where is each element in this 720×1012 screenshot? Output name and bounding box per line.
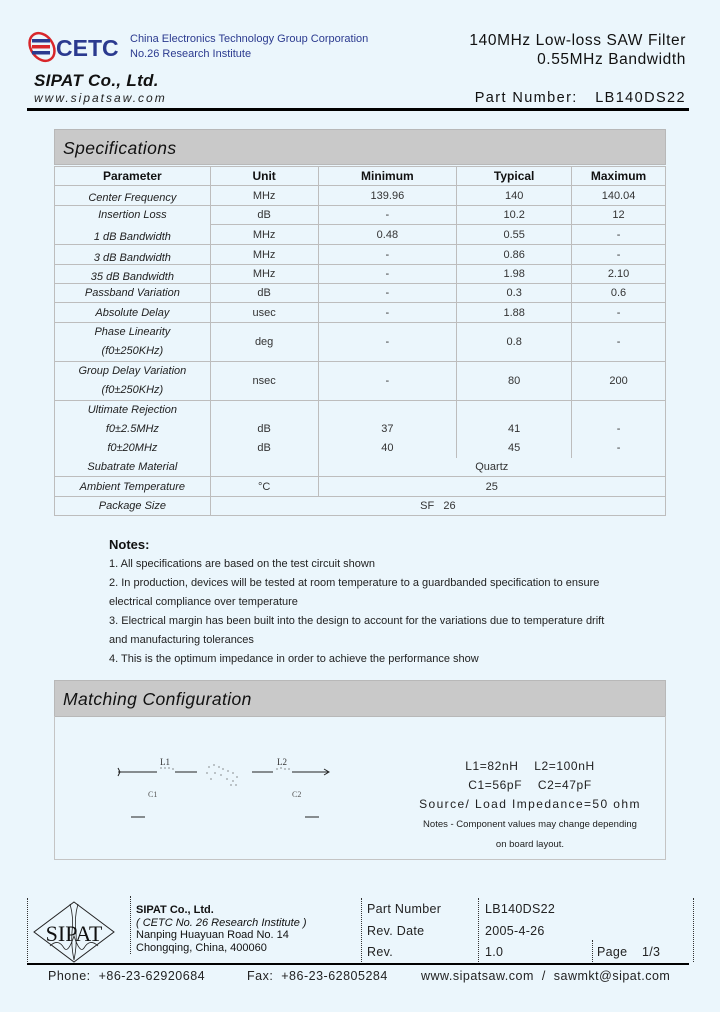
typ-cell: 0.86 — [457, 245, 572, 265]
typ-cell: 80 — [457, 362, 572, 401]
table-row — [55, 186, 666, 206]
max-cell: - — [572, 245, 666, 265]
min-cell: 37 — [318, 420, 457, 439]
min-cell: 40 — [318, 439, 457, 458]
typ-cell: 1.88 — [457, 303, 572, 323]
typ-cell: 45 — [457, 439, 572, 458]
param-cell — [55, 362, 211, 401]
param-sub-label: (f0±250KHz) — [101, 384, 164, 396]
footer-rev-date-value: 2005-4-26 — [485, 924, 545, 938]
unit-cell: dB — [210, 284, 318, 303]
min-cell: - — [318, 323, 457, 362]
param-cell: Ambient Temperature — [55, 477, 211, 497]
param-sub-label: (f0±250KHz) — [101, 345, 164, 357]
footer-address-2: Chongqing, China, 400060 — [136, 941, 267, 954]
col-header-minimum: Minimum — [318, 167, 457, 186]
col-header-parameter: Parameter — [55, 167, 211, 186]
note-line: 2. In production, devices will be tested at room temperature to a guardbanded specification to ensure — [109, 577, 600, 589]
header-divider — [27, 108, 689, 111]
param-cell: 3 dB Bandwidth — [55, 245, 211, 265]
param-cell: Ultimate Rejection — [55, 401, 211, 420]
component-note-line-2: on board layout. — [495, 839, 565, 850]
component-values — [400, 757, 660, 854]
footer-divider — [361, 898, 362, 962]
max-cell: - — [572, 420, 666, 439]
svg-text:CETC: CETC — [56, 35, 119, 61]
param-cell: f0±2.5MHz — [55, 420, 211, 439]
footer-rev-date-label: Rev. Date — [367, 924, 425, 938]
note-line: 3. Electrical margin has been built into the design to account for the variations due to temperature drift — [109, 615, 605, 627]
footer-part-number-value: LB140DS22 — [485, 902, 556, 916]
min-cell: - — [318, 362, 457, 401]
company-name: SIPAT Co., Ltd. — [34, 71, 159, 90]
typ-cell: 10.2 — [457, 206, 572, 225]
footer-company-info — [136, 904, 307, 954]
table-row — [55, 477, 666, 497]
capacitor-values: C1=56pF C2=47pF — [468, 778, 592, 792]
col-header-typical: Typical — [457, 167, 572, 186]
matching-circuit-diagram — [115, 755, 340, 830]
min-cell: 139.96 — [318, 186, 457, 206]
max-cell: 12 — [572, 206, 666, 225]
min-cell: - — [318, 284, 457, 303]
specifications-title: Specifications — [63, 138, 177, 158]
matching-title: Matching Configuration — [63, 689, 252, 709]
footer-page-label: Page — [597, 945, 628, 959]
svg-text:C1: C1 — [148, 790, 158, 799]
table-row — [55, 497, 666, 516]
svg-text:L2: L2 — [277, 757, 287, 767]
table-row — [55, 439, 666, 458]
svg-text:SIPAT: SIPAT — [45, 921, 103, 946]
sipat-emblem-icon — [30, 898, 118, 966]
document-title — [469, 31, 686, 69]
footer-divider — [27, 898, 28, 962]
unit-cell: MHz — [210, 225, 318, 245]
min-cell: - — [318, 265, 457, 284]
cetc-emblem-icon — [28, 30, 128, 64]
typ-cell: 41 — [457, 420, 572, 439]
org-line-1: China Electronics Technology Group Corporation — [130, 33, 369, 45]
unit-cell: dB — [210, 439, 318, 458]
note-line: and manufacturing tolerances — [109, 634, 254, 646]
table-row — [55, 265, 666, 284]
param-label: Group Delay Variation — [78, 365, 187, 377]
typ-cell: 0.55 — [457, 225, 572, 245]
table-row — [55, 420, 666, 439]
title-line-1: 140MHz Low-loss SAW Filter — [469, 32, 686, 49]
param-cell: 35 dB Bandwidth — [55, 265, 211, 284]
typ-cell: 140 — [457, 186, 572, 206]
table-row — [55, 225, 666, 245]
note-line: 4. This is the optimum impedance in order to achieve the performance show — [109, 653, 479, 665]
footer-rule — [27, 963, 689, 965]
footer-divider — [592, 940, 593, 962]
min-cell: - — [318, 245, 457, 265]
company-website[interactable]: www.sipatsaw.com — [34, 91, 167, 105]
impedance-value: Source/ Load Impedance=50 ohm — [419, 797, 641, 811]
col-header-unit: Unit — [210, 167, 318, 186]
footer-web-email[interactable]: www.sipatsaw.com / sawmkt@sipat.com — [421, 969, 671, 983]
org-name — [130, 32, 368, 62]
min-cell: 0.48 — [318, 225, 457, 245]
param-cell: Subatrate Material — [55, 458, 211, 477]
min-cell: - — [318, 303, 457, 323]
typ-cell: 1.98 — [457, 265, 572, 284]
table-row — [55, 458, 666, 477]
table-row — [55, 284, 666, 303]
footer-company-name: SIPAT Co., Ltd. — [136, 904, 214, 916]
max-cell: - — [572, 323, 666, 362]
title-line-2: 0.55MHz Bandwidth — [537, 51, 686, 68]
org-line-2: No.26 Research Institute — [130, 48, 252, 60]
footer-rev-value: 1.0 — [485, 945, 504, 959]
note-line: 1. All specifications are based on the test circuit shown — [109, 558, 375, 570]
param-cell: f0±20MHz — [55, 439, 211, 458]
inductor-values: L1=82nH L2=100nH — [465, 759, 595, 773]
param-cell: Passband Variation — [55, 284, 211, 303]
param-cell: Insertion Loss — [55, 206, 211, 225]
max-cell: - — [572, 225, 666, 245]
table-row — [55, 323, 666, 362]
footer-divider — [130, 896, 131, 954]
part-number-value: LB140DS22 — [595, 90, 686, 106]
footer-fax: Fax: +86-23-62805284 — [247, 969, 388, 983]
param-cell: Package Size — [55, 497, 211, 516]
param-cell: Center Frequency — [55, 186, 211, 206]
unit-cell: dB — [210, 420, 318, 439]
min-cell: - — [318, 206, 457, 225]
table-row-rejection-label — [55, 401, 666, 420]
table-row — [55, 206, 666, 225]
max-cell: 0.6 — [572, 284, 666, 303]
unit-cell: MHz — [210, 186, 318, 206]
typ-cell: 0.8 — [457, 323, 572, 362]
col-header-maximum: Maximum — [572, 167, 666, 186]
unit-cell: deg — [210, 323, 318, 362]
footer-page-value: 1/3 — [642, 945, 661, 959]
part-number-header — [475, 90, 686, 106]
table-row — [55, 303, 666, 323]
circuit-schematic-icon — [115, 755, 340, 830]
max-cell: 200 — [572, 362, 666, 401]
value-cell: 25 — [318, 477, 666, 497]
unit-cell: dB — [210, 206, 318, 225]
max-cell: 2.10 — [572, 265, 666, 284]
specifications-header — [54, 129, 666, 165]
unit-cell: MHz — [210, 265, 318, 284]
param-cell: Absolute Delay — [55, 303, 211, 323]
table-row — [55, 245, 666, 265]
param-label: Phase Linearity — [94, 326, 171, 338]
max-cell: - — [572, 303, 666, 323]
unit-cell: usec — [210, 303, 318, 323]
cetc-logo — [28, 30, 128, 64]
matching-header — [54, 680, 666, 717]
param-cell — [55, 323, 211, 362]
footer-rev-label: Rev. — [367, 945, 393, 959]
component-note-line-1: Notes - Component values may change depending — [423, 819, 637, 830]
svg-text:L1: L1 — [160, 757, 170, 767]
specifications-table — [54, 166, 666, 516]
footer-institute: ( CETC No. 26 Research Institute ) — [136, 916, 307, 929]
value-cell: Quartz — [318, 458, 666, 477]
param-cell: 1 dB Bandwidth — [55, 225, 211, 245]
footer-address-1: Nanping Huayuan Road No. 14 — [136, 929, 289, 941]
unit-cell: MHz — [210, 245, 318, 265]
notes-title: Notes: — [109, 537, 150, 552]
svg-text:C2: C2 — [292, 790, 302, 799]
max-cell: 140.04 — [572, 186, 666, 206]
sipat-footer-logo — [30, 898, 118, 966]
footer-divider — [693, 898, 694, 962]
note-line: electrical compliance over temperature — [109, 596, 298, 608]
max-cell: - — [572, 439, 666, 458]
footer-part-number-label: Part Number — [367, 902, 442, 916]
footer-divider — [478, 898, 479, 962]
part-number-label: Part Number: — [474, 90, 578, 106]
table-header-row — [55, 167, 666, 186]
notes-section — [109, 537, 629, 669]
unit-cell: nsec — [210, 362, 318, 401]
value-cell: SF 26 — [210, 497, 665, 516]
unit-cell: °C — [210, 477, 318, 497]
typ-cell: 0.3 — [457, 284, 572, 303]
table-row — [55, 362, 666, 401]
footer-phone: Phone: +86-23-62920684 — [48, 969, 206, 983]
